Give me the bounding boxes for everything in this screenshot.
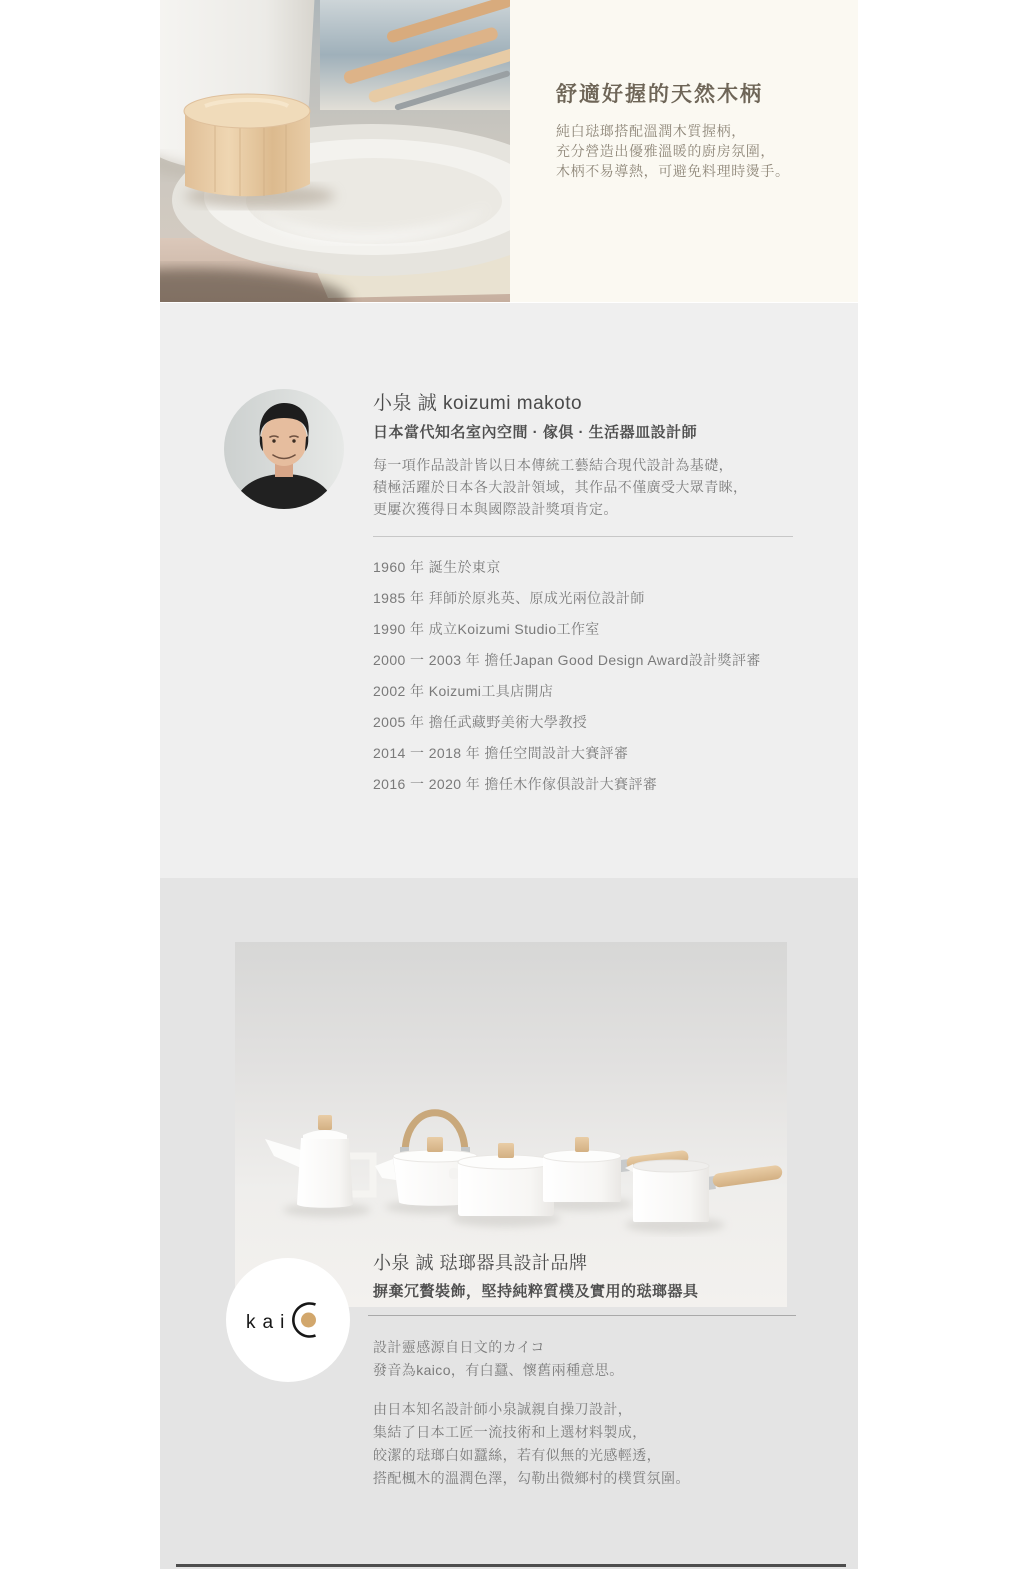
hero-section bbox=[160, 0, 858, 302]
brand-divider bbox=[368, 1315, 796, 1316]
brand-subtitle: 摒棄冗贅裝飾，堅持純粹質樸及實用的琺瑯器具 bbox=[373, 1283, 699, 1300]
milk-pan bbox=[625, 1160, 783, 1222]
designer-bio-line-2: 積極活躍於日本各大設計領域，其作品不僅廣受大眾青睞， bbox=[373, 479, 748, 495]
timeline-item-2014-2018: 2014 一 2018 年 擔任空間設計大賽評審 bbox=[373, 745, 629, 761]
designer-avatar-photo bbox=[224, 389, 344, 509]
hero-line-3: 木柄不易導熱，可避免料理時燙手。 bbox=[556, 163, 790, 179]
designer-timeline bbox=[373, 560, 853, 808]
brand-section bbox=[160, 878, 858, 1569]
designer-bio-line-1: 每一項作品設計皆以日本傳統工藝結合現代設計為基礎， bbox=[373, 457, 733, 473]
hero-photo-wooden-knob bbox=[160, 0, 510, 302]
timeline-item-1960: 1960 年 誕生於東京 bbox=[373, 559, 501, 575]
brand-intro-line-1: 設計靈感源自日文的カイコ bbox=[373, 1339, 545, 1355]
brand-desc-line-1: 由日本知名設計師小泉誠親自操刀設計， bbox=[373, 1401, 633, 1417]
brand-heading-block bbox=[373, 1252, 833, 1301]
hero-line-1: 純白琺瑯搭配溫潤木質握柄， bbox=[556, 123, 746, 139]
coffee-pot bbox=[265, 1115, 373, 1208]
designer-bio-line-3: 更屢次獲得日本與國際設計獎項肯定。 bbox=[373, 501, 618, 517]
timeline-item-2002: 2002 年 Koizumi工具店開店 bbox=[373, 683, 554, 699]
brand-desc-line-3: 皎潔的琺瑯白如蠶絲，若有似無的光感輕透， bbox=[373, 1447, 661, 1463]
kaico-logo-letters: kai bbox=[246, 1312, 292, 1333]
timeline-item-2016-2020: 2016 一 2020 年 擔任木作傢俱設計大賽評審 bbox=[373, 776, 658, 792]
designer-divider bbox=[373, 536, 793, 537]
brand-title: 小泉 誠 琺瑯器具設計品牌 bbox=[373, 1253, 588, 1273]
designer-portrait-illustration bbox=[224, 389, 344, 509]
brand-intro-line-2: 發音為kaico，有白蠶、懷舊兩種意思。 bbox=[373, 1362, 624, 1378]
designer-bio-block bbox=[373, 454, 843, 520]
hero-text-panel bbox=[510, 0, 858, 302]
hero-text-block bbox=[556, 82, 846, 181]
designer-heading-block bbox=[373, 393, 843, 442]
brand-intro-block bbox=[373, 1336, 833, 1382]
kaico-logo-gold-dot bbox=[301, 1313, 316, 1328]
designer-name: 小泉 誠 koizumi makoto bbox=[373, 393, 583, 414]
wooden-knob-photo-illustration bbox=[160, 0, 510, 302]
hero-title: 舒適好握的天然木柄 bbox=[556, 83, 763, 106]
designer-section bbox=[160, 303, 858, 878]
hero-line-2: 充分營造出優雅溫暖的廚房氛圍， bbox=[556, 143, 775, 159]
bottom-rule bbox=[176, 1564, 846, 1567]
brand-description-block bbox=[373, 1398, 843, 1490]
kaico-logo-mark bbox=[244, 1292, 332, 1348]
timeline-item-1985: 1985 年 拜師於原兆英、原成光兩位設計師 bbox=[373, 590, 645, 606]
timeline-item-2000-2003: 2000 一 2003 年 擔任Japan Good Design Award設計獎評審 bbox=[373, 652, 761, 668]
kaico-logo bbox=[226, 1258, 350, 1382]
brand-desc-line-2: 集結了日本工匠一流技術和上選材料製成， bbox=[373, 1424, 647, 1440]
designer-title: 日本當代知名室內空間 · 傢俱 · 生活器皿設計師 bbox=[373, 424, 698, 441]
brand-desc-line-4: 搭配楓木的溫潤色澤，勾勒出微鄉村的樸質氛圍。 bbox=[373, 1470, 690, 1486]
timeline-item-2005: 2005 年 擔任武藏野美術大學教授 bbox=[373, 714, 588, 730]
timeline-item-1990: 1990 年 成立Koizumi Studio工作室 bbox=[373, 621, 600, 637]
